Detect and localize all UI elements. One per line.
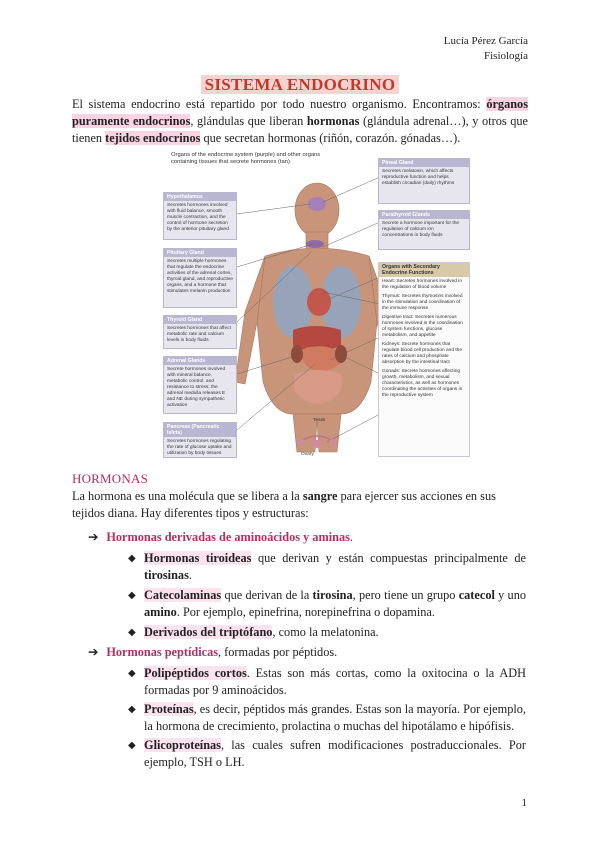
pancreas-box: Pancreas (Pancreatic Islets) Secretes hormones regulating the rate of glucose uptake and utilization by body tissues <box>163 422 237 458</box>
parathyroid-box: Parathyroid Glands Secrete a hormone important for the regulation of calcium ion concentrations in body fluids <box>378 210 470 250</box>
list-group-peptides: ➔ Hormonas peptídicas, formadas por péptidos. <box>88 645 338 659</box>
list-item-thyroid: ◆ Hormonas tiroideas que derivan y están compuestas principalmente de tirosinas. <box>128 551 526 582</box>
list-item-short-polypeptides: ◆ Polipéptidos cortos. Estas son más cortas, como la oxitocina o la ADH formadas por 9 aminoácidos. <box>128 666 526 697</box>
figure-caption: Organs of the endocrine system (purple) and other organs containing tissues that secrete hormones (tan) <box>171 152 321 165</box>
endocrine-system-figure <box>165 152 470 467</box>
list-item-catecholamines: ◆ Catecolaminas que derivan de la tirosina, pero tiene un grupo catecol y uno amino. Por ejemplo, epinefrina, norepinefrina o dopamina. <box>128 588 526 619</box>
list-item-glycoproteins: ◆ Glicoproteínas, las cuales sufren modificaciones postraduccionales. Por ejemplo, TSH o LH. <box>128 738 526 769</box>
section-heading: HORMONAS <box>72 471 149 486</box>
hypothalamus-box: Hypothalamus Secretes hormones involved with fluid balance, smooth muscle contraction, and the control of hormone secretion by the anterior pituitary gland <box>163 192 237 240</box>
pituitary-box: Pituitary Gland Secretes multiple hormones that regulate the endocrine activities of the adrenal cortex, thyroid gland, and reproductive organs, and a hormone that stimulates melanin production <box>163 248 237 308</box>
thyroid-box: Thyroid Gland Secretes hormones that affect metabolic rate and calcium levels in body fluids <box>163 315 237 349</box>
pineal-box: Pineal Gland Secretes melatonin, which affects reproductive function and helps establish circadian (daily) rhythms <box>378 158 470 204</box>
author-name: Lucía Pérez García <box>443 35 528 47</box>
secondary-organs-box: Organs with Secondary Endocrine Functions Heart: Secretes hormones involved in the regulation of blood volume Thymus: Secretes thymosins involved in the stimulation and coordination of the immune response Digestive tract: Secretes numerous hormones involved in the coordination of system functions, glucose metabolism, and appetite Kidneys: Secrete hormones that regulate blood cell production and the rates of calcium and phosphate absorption by the intestinal tract Gonads: Secrete hormones affecting growth, metabolism, and sexual characteristics, as well as hormones coordinating the activities of organs in the reproductive system <box>378 262 470 457</box>
subject-name: Fisiología <box>483 50 528 62</box>
hormone-definition: La hormona es una molécula que se libera a la sangre para ejercer sus acciones en sus tejidos diana. Hay diferentes tipos y estructuras: <box>72 489 496 520</box>
list-item-proteins: ◆ Proteínas, es decir, péptidos más grandes. Estas son la mayoría. Por ejemplo, la hormona de crecimiento, prolactina o muchas del hipotálamo e hipófisis. <box>128 702 526 733</box>
page-number: 1 <box>521 797 527 809</box>
ovary-label: Ovary <box>301 452 314 457</box>
document-title: SISTEMA ENDOCRINO <box>0 75 600 95</box>
list-item-tryptophan: ◆ Derivados del triptófano, como la melatonina. <box>128 625 379 639</box>
list-group-aminoacids: ➔ Hormonas derivadas de aminoácidos y aminas. <box>88 530 353 544</box>
intro-paragraph: El sistema endocrino está repartido por todo nuestro organismo. Encontramos: órganos puramente endocrinos, glándulas que liberan hormonas (glándula adrenal…), y otros que tienen tejidos endocrinos que secretan hormonas (riñón, corazón. gónadas…). <box>72 97 528 145</box>
page-header <box>444 34 528 64</box>
adrenal-box: Adrenal Glands Secrete hormones involved with mineral balance, metabolic control, and resistance to stress; the adrenal medulla releases E and NE during sympathetic activation <box>163 356 237 414</box>
testis-label: Testis <box>313 418 326 423</box>
